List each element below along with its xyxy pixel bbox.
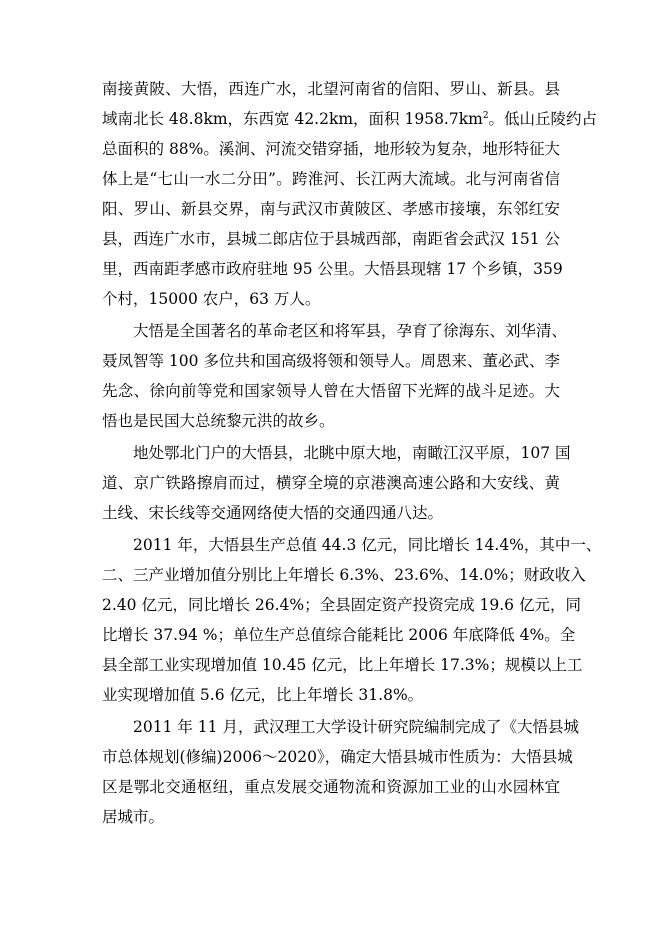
paragraph-economy-line: 县全部工业实现增加值 10.45 亿元，比上年增长 17.3%；规模以上工 (102, 656, 583, 674)
paragraph-geography-line: 域南北长 48.8km，东西宽 42.2km，面积 $1958.7km^2$。低山丘陵约占 (102, 110, 598, 128)
paragraph-history-line: 大悟是全国著名的革命老区和将军县，孕育了徐海东、刘华清、 (133, 322, 568, 340)
paragraph-economy-line: 2.40 亿元，同比增长 26.4%；全县固定资产投资完成 19.6 亿元，同 (102, 596, 581, 614)
paragraph-economy-line: 2011 年，大悟县生产总值 44.3 亿元，同比增长 14.4%，其中一、 (133, 536, 602, 554)
superscript-two: 2 (482, 110, 489, 121)
paragraph-planning-line: 居城市。 (102, 808, 165, 826)
paragraph-planning-line: 市总体规划(修编)2006～2020》，确定大悟县城市性质为：大悟县城 (102, 748, 573, 766)
paragraph-transport-line: 道、京广铁路擦肩而过，横穿全境的京港澳高速公路和大安线、黄 (102, 474, 560, 492)
paragraph-economy-line: 比增长 37.94 %；单位生产总值综合能耗比 2006 年底降低 4%。全 (102, 626, 576, 644)
paragraph-geography-line: 总面积的 88%。溪涧、河流交错穿插，地形较为复杂，地形特征大 (102, 140, 560, 158)
paragraph-geography-line: 南接黄陂、大悟，西连广水，北望河南省的信阳、罗山、新县。县 (102, 80, 560, 98)
paragraph-economy-line: 业实现增加值 5.6 亿元，比上年增长 31.8%。 (102, 686, 424, 704)
paragraph-planning-line: 2011 年 11 月，武汉理工大学设计研究院编制完成了《大悟县城 (133, 718, 579, 736)
paragraph-geography-line: 县，西连广水市，县城二郎店位于县城西部，南距省会武汉 151 公 (102, 230, 560, 248)
paragraph-geography-line: 个村，15000 农户，63 万人。 (102, 290, 321, 308)
paragraph-transport-line: 地处鄂北门户的大悟县，北眺中原大地，南瞰江汉平原，107 国 (133, 444, 571, 462)
paragraph-economy-line: 二、三产业增加值分别比上年增长 6.3%、23.6%、14.0%；财政收入 (102, 566, 586, 584)
paragraph-history-line: 聂凤智等 100 多位共和国高级将领和领导人。周恩来、董必武、李 (102, 352, 560, 370)
paragraph-planning-line: 区是鄂北交通枢纽，重点发展交通物流和资源加工业的山水园林宜 (102, 778, 560, 796)
paragraph-geography-line: 里，西南距孝感市政府驻地 95 公里。大悟县现辖 17 个乡镇，359 (102, 260, 563, 278)
paragraph-history-line: 悟也是民国大总统黎元洪的故乡。 (102, 412, 335, 430)
paragraph-transport-line: 土线、宋长线等交通网络使大悟的交通四通八达。 (102, 504, 444, 522)
paragraph-history-line: 先念、徐向前等党和国家领导人曾在大悟留下光辉的战斗足迹。大 (102, 382, 560, 400)
paragraph-geography-line: 阳、罗山、新县交界，南与武汉市黄陂区、孝感市接壤，东邻红安 (102, 200, 560, 218)
paragraph-geography-line: 体上是“七山一水二分田”。跨淮河、长江两大流域。北与河南省信 (102, 170, 560, 188)
